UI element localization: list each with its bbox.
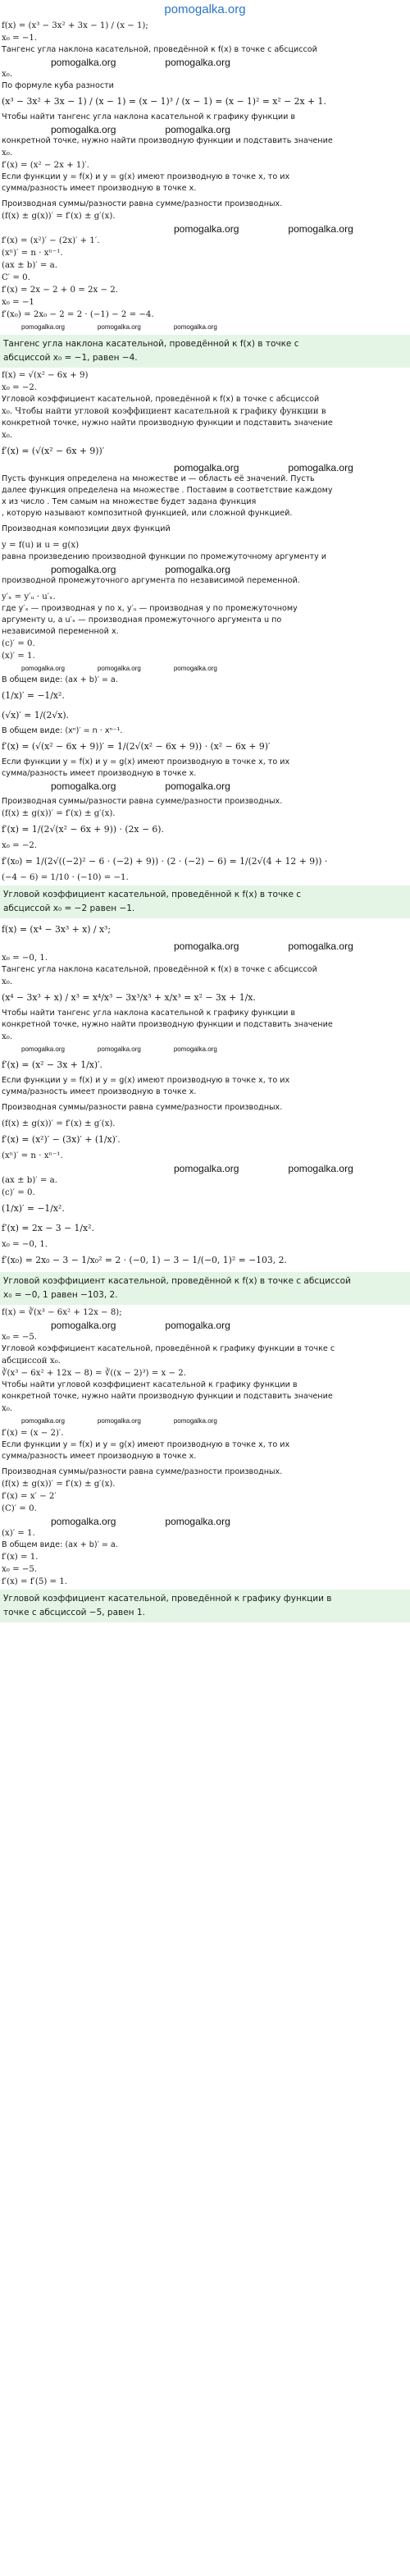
formula-line: (ax ± b)′ = a. [2, 1176, 57, 1185]
formula-line: x₀ = −0, 1. [2, 954, 48, 963]
text-line: В общем виде: (ax + b)′ = a. [2, 675, 118, 684]
watermark-row [2, 940, 408, 952]
formula-line: x₀ = −2. [2, 841, 38, 850]
watermark-text: pomogalka.org [21, 1045, 65, 1053]
watermark-text: pomogalka.org [165, 1515, 230, 1527]
formula-line: f(x) = √(x² − 6x + 9) [2, 371, 89, 380]
text-line: сумма/разность имеет производную в точке x. [2, 769, 197, 778]
watermark-text: pomogalka.org [174, 461, 239, 474]
formula-line: f′(x) = (x²)′ − (3x)′ + (1/x)′. [2, 1134, 121, 1145]
watermark-text: pomogalka.org [165, 563, 230, 575]
formula-line: x₀. [2, 70, 13, 79]
formula-line: x₀ = −5. [2, 1565, 38, 1574]
text-line: Чтобы найти тангенс угла наклона касательной к графику функции в [2, 1009, 296, 1018]
answer-text: Угловой коэффициент касательной, проведённой к графику функции в [3, 1594, 332, 1604]
text-line: Если функции y = f(x) и y = g(x) имеют производную в точке x, то их [2, 1440, 290, 1449]
text-line: конкретной точке, нужно найти производную функции и подставить значение [2, 136, 333, 145]
formula-line: x₀. Чтобы найти угловой коэффициент касательной к графику функции в [2, 407, 326, 416]
formula-line: f′(x) = (x² − 3x + 1/x)′. [2, 1059, 102, 1070]
text-line: сумма/разность имеет производную в точке x. [2, 1087, 197, 1096]
watermark-row [2, 1319, 408, 1331]
watermark-text: pomogalka.org [173, 1416, 217, 1425]
formula-line: (C)′ = 0. [2, 1504, 37, 1513]
watermark-text: pomogalka.org [165, 780, 230, 792]
watermark-row [2, 123, 408, 135]
watermark-row [2, 1043, 408, 1055]
text-line: где y′ₓ — производная y по x, y′ᵤ — производная y по промежуточному [2, 604, 298, 613]
formula-line: (xⁿ)′ = n · xⁿ⁻¹. [2, 1151, 63, 1160]
text-line: , которую называют композитной функцией, или сложной функцией. [2, 509, 293, 518]
watermark-row [2, 780, 408, 792]
watermark-text: pomogalka.org [51, 1319, 116, 1331]
answer-box [0, 885, 410, 918]
formula-line: (f(x) ± g(x))′ = f′(x) ± g′(x). [2, 1119, 116, 1128]
formula-line: x₀. [2, 431, 13, 440]
watermark-text: pomogalka.org [174, 940, 239, 952]
watermark-row [2, 662, 408, 675]
watermark-text: pomogalka.org [173, 664, 217, 672]
watermark-text: pomogalka.org [97, 1045, 141, 1053]
formula-line: f′(x₀) = 2x₀ − 3 − 1/x₀² = 2 · (−0, 1) − 3 − 1/(−0, 1)² = −103, 2. [2, 1255, 287, 1265]
formula-line: абсциссой x₀. [2, 1357, 61, 1366]
formula-line: y′ₓ = y′ᵤ · u′ₓ. [2, 593, 56, 602]
watermark-text: pomogalka.org [51, 1515, 116, 1527]
text-line: Производная суммы/разности равна сумме/разности производных. [2, 1103, 283, 1112]
text-line: В общем виде: (ax + b)′ = a. [2, 1540, 118, 1549]
formula-line: f′(x₀) = 1/(2√((−2)² − 6 · (−2) + 9)) · (2 · (−2) − 6) = 1/(2√(4 + 12 + 9)) · [2, 856, 328, 867]
watermark-row [2, 461, 408, 474]
watermark-row [2, 563, 408, 575]
watermark-text: pomogalka.org [97, 664, 141, 672]
formula-line: x₀ = −1. [2, 34, 38, 43]
text-line: Если функции y = f(x) и y = g(x) имеют производную в точке x, то их [2, 1076, 290, 1085]
watermark-text: pomogalka.org [288, 222, 353, 235]
watermark-text: pomogalka.org [51, 123, 116, 135]
formula-line: f(x) = (x⁴ − 3x³ + x) / x³; [2, 924, 112, 935]
watermark-text: pomogalka.org [21, 323, 65, 331]
answer-box [0, 1272, 410, 1305]
answer-text: абсциссой x₀ = −1, равен −4. [3, 353, 138, 363]
text-line: Если функции y = f(x) и y = g(x) имеют производную в точке x, то их [2, 172, 290, 181]
formula-line: (ax ± b)′ = a. [2, 261, 57, 270]
watermark-row [2, 1162, 408, 1174]
answer-text: абсциссой x₀ = −2 равен −1. [3, 904, 135, 913]
answer-text: Тангенс угла наклона касательной, проведённой к f(x) в точке с [3, 339, 299, 349]
watermark-text: pomogalka.org [165, 1319, 230, 1331]
formula-line: (x³ − 3x² + 3x − 1) / (x − 1) = (x − 1)³ / (x − 1) = (x − 1)² = x² − 2x + 1. [2, 96, 326, 107]
text-line: Производная композиции двух функций [2, 524, 171, 533]
text-line: Тангенс угла наклона касательной, проведённой к f(x) в точке с абсциссой [2, 45, 317, 54]
formula-line: x₀. [2, 149, 13, 158]
text-line: далее функция определена на множестве . Поставим в соответствие каждому [2, 486, 333, 495]
watermark-text: pomogalka.org [288, 1162, 353, 1174]
formula-line: f(x) = ∛(x³ − 6x² + 12x − 8); [2, 1308, 122, 1317]
watermark-text: pomogalka.org [51, 56, 116, 68]
formula-line: x₀. [2, 977, 13, 986]
text-line: Производная суммы/разности равна сумме/разности производных. [2, 199, 283, 208]
formula-line: x₀ = −5. [2, 1333, 38, 1342]
formula-line: f′(x) = 1. [2, 1553, 39, 1562]
answer-text: x₀ = −0, 1 равен −103, 2. [3, 1290, 118, 1300]
formula-line: (xⁿ)′ = n · xⁿ⁻¹. [2, 249, 63, 258]
formula-line: f′(x) = (√(x² − 6x + 9))′ [2, 446, 105, 456]
text-line: Пусть функция определена на множестве и — область её значений. Пусть [2, 474, 315, 483]
answer-box [0, 1590, 410, 1622]
watermark-text: pomogalka.org [21, 664, 65, 672]
formula-line: f′(x) = 2x − 3 − 1/x². [2, 1223, 94, 1233]
watermark-text: pomogalka.org [288, 461, 353, 474]
formula-line: (√x)′ = 1/(2√x). [2, 710, 69, 721]
formula-line: f′(x) = 1/(2√(x² − 6x + 9)) · (2x − 6). [2, 824, 164, 835]
watermark-row [2, 1515, 408, 1527]
formula-line: ∛(x³ − 6x² + 12x − 8) = ∛((x − 2)³) = x − 2. [2, 1369, 187, 1378]
answer-text: Угловой коэффициент касательной, проведённой к f(x) в точке с абсциссой [3, 1276, 351, 1286]
watermark-text: pomogalka.org [21, 1416, 65, 1425]
text-line: производной промежуточного аргумента по независимой переменной. [2, 576, 300, 585]
answer-box [0, 335, 410, 368]
formula-line: (1/x)′ = −1/x². [2, 1203, 65, 1214]
watermark-text: pomogalka.org [51, 563, 116, 575]
text-line: независимой переменной x. [2, 627, 119, 636]
watermark-text: pomogalka.org [97, 1416, 141, 1425]
formula-line: f′(x) = (√(x² − 6x + 9))′ = 1/(2√(x² − 6x + 9)) · (x² − 6x + 9)′ [2, 741, 271, 752]
watermark-row [2, 1415, 408, 1427]
watermark-text: pomogalka.org [174, 222, 239, 235]
formula-line: f′(x) = (x² − 2x + 1)′. [2, 161, 89, 170]
watermark-text: pomogalka.org [97, 323, 141, 331]
text-line: Чтобы найти угловой коэффициент касательной к графику функции в [2, 1380, 298, 1389]
formula-line: (−4 − 6) = 1/10 · (−10) = −1. [2, 873, 129, 882]
text-line: аргументу u, a u′ₓ — производная промежуточного аргумента u по [2, 615, 282, 625]
text-line: сумма/разность имеет производную в точке x. [2, 1452, 197, 1461]
watermark-text: pomogalka.org [165, 56, 230, 68]
watermark-text: pomogalka.org [173, 323, 217, 331]
watermark-row [2, 321, 408, 333]
watermark-text: pomogalka.org [51, 780, 116, 792]
formula-line: (x)′ = 1. [2, 652, 35, 661]
formula-line: f′(x₀) = 2x₀ − 2 = 2 · (−1) − 2 = −4. [2, 310, 154, 319]
formula-line: (c)′ = 0. [2, 639, 35, 648]
text-line: Производная суммы/разности равна сумме/разности производных. [2, 797, 283, 806]
answer-text: Угловой коэффициент касательной, проведённой к f(x) в точке с [3, 890, 302, 899]
formula-line: (x⁴ − 3x³ + x) / x³ = x⁴/x³ − 3x³/x³ + x/x³ = x² − 3x + 1/x. [2, 992, 256, 1003]
text-line: Угловой коэффициент касательной, проведённой к графику функции в точке с [2, 1344, 335, 1353]
text-line: Тангенс угла наклона касательной, проведённой к f(x) в точке с абсциссой [2, 965, 317, 974]
formula-line: (x)′ = 1. [2, 1529, 35, 1538]
formula-line: y = f(u) и u = g(x) [2, 541, 80, 550]
formula-line: (f(x) ± g(x))′ = f′(x) ± g′(x). [2, 1480, 116, 1489]
watermark-text: pomogalka.org [174, 1162, 239, 1174]
text-line: конкретной точке, нужно найти производную функции и подставить значение [2, 419, 333, 428]
text-line: Если функции y = f(x) и y = g(x) имеют производную в точке x, то их [2, 757, 290, 766]
watermark-text: pomogalka.org [173, 1045, 217, 1053]
formula-line: (1/x)′ = −1/x². [2, 690, 65, 701]
formula-line: f′(x) = 2x − 2 + 0 = 2x − 2. [2, 286, 118, 295]
text-line: конкретной точке, нужно найти производную функции и подставить значение [2, 1020, 333, 1029]
formula-line: C′ = 0. [2, 273, 30, 282]
formula-line: f′(x) = (x²)′ − (2x)′ + 1′. [2, 236, 100, 245]
text-line: конкретной точке, нужно найти производную функции и подставить значение [2, 1392, 333, 1401]
formula-line: x₀ = −2. [2, 383, 38, 392]
watermark-text: pomogalka.org [165, 123, 230, 135]
formula-line: (c)′ = 0. [2, 1188, 35, 1197]
formula-line: f′(x) = x′ − 2′ [2, 1492, 57, 1501]
formula-line: x₀ = −1 [2, 298, 34, 307]
watermark-text: pomogalka.org [288, 940, 353, 952]
text-line: По формуле куба разности [2, 81, 114, 90]
text-line: сумма/разность имеет производную в точке x. [2, 184, 197, 193]
text-line: равна произведению производной функции по промежуточному аргументу и [2, 552, 327, 561]
formula-line: (f(x) ± g(x))′ = f′(x) ± g′(x). [2, 809, 116, 818]
text-line: Производная суммы/разности равна сумме/разности производных. [2, 1467, 283, 1476]
solution-content [0, 20, 410, 1622]
site-brand-header[interactable]: pomogalka.org [164, 2, 246, 16]
text-line: Угловой коэффициент касательной, проведённой к f(x) в точке с абсциссой [2, 395, 320, 404]
formula-line: f(x) = (x³ − 3x² + 3x − 1) / (x − 1); [2, 21, 148, 30]
formula-line: x₀. [2, 1032, 13, 1041]
answer-text: точке с абсциссой −5, равен 1. [3, 1608, 145, 1617]
watermark-row [2, 222, 408, 235]
watermark-row [2, 56, 408, 68]
text-line: x из число . Тем самым на множестве будет задана функция [2, 497, 257, 506]
text-line: Чтобы найти тангенс угла наклона касательной к графику функции в [2, 112, 296, 121]
formula-line: f′(x) = (x − 2)′. [2, 1429, 64, 1438]
formula-line: x₀. [2, 1404, 13, 1413]
formula-line: f′(x) = f′(5) = 1. [2, 1577, 68, 1586]
formula-line: x₀ = −0, 1. [2, 1240, 48, 1249]
text-line: В общем виде: (xⁿ)′ = n · xⁿ⁻¹. [2, 726, 123, 735]
formula-line: (f(x) ± g(x))′ = f′(x) ± g′(x). [2, 212, 116, 221]
